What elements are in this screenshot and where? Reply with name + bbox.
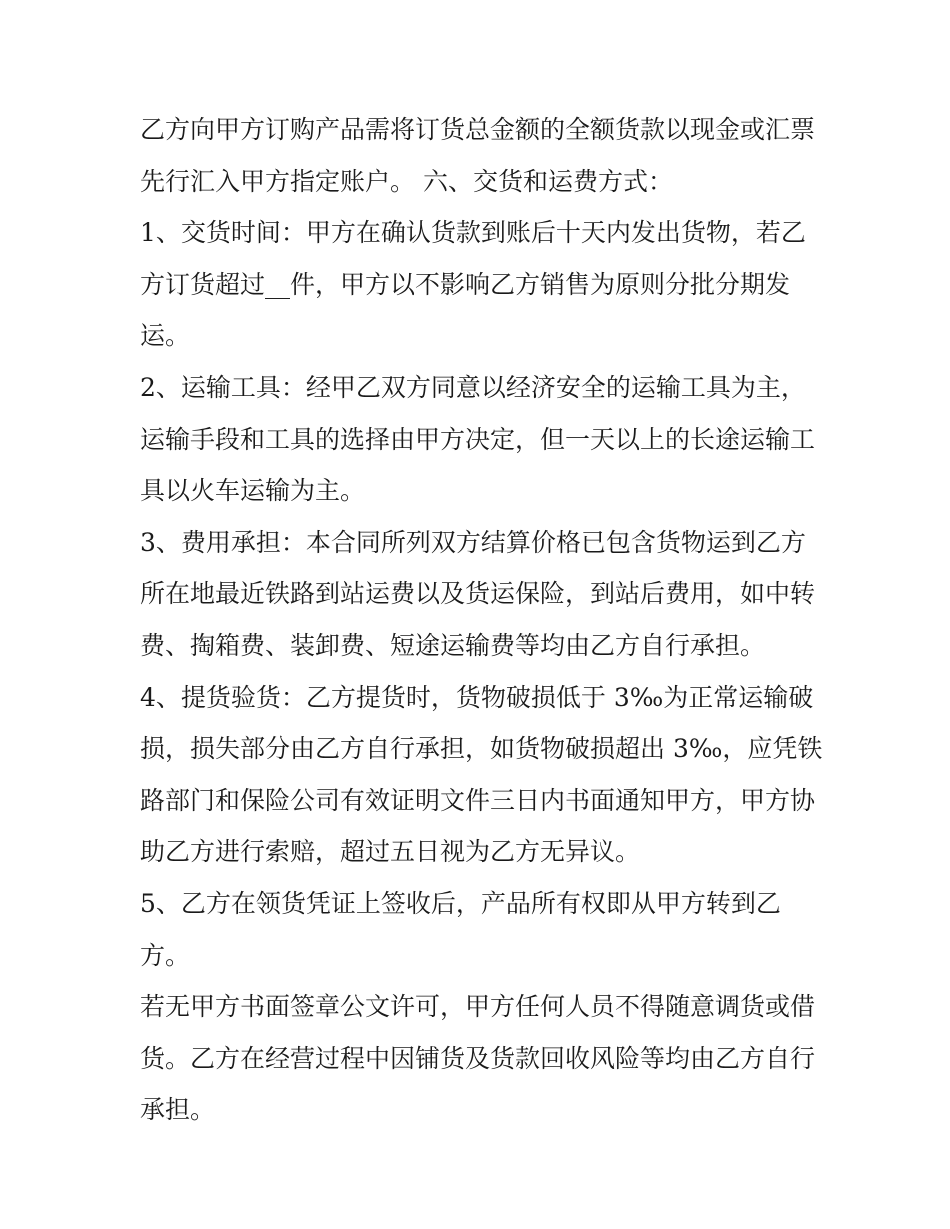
text-line: 若无甲方书面签章公文许可，甲方任何人员不得随意调货或借 — [140, 992, 816, 1022]
text-line: 货。乙方在经营过程中因铺货及货款回收风险等均由乙方自行 — [140, 1043, 816, 1073]
text-line: 损，损失部分由乙方自行承担，如货物破损超出 3‰，应凭铁 — [140, 734, 823, 764]
text-line: 1、交货时间：甲方在确认货款到账后十天内发出货物，若乙 — [140, 218, 806, 248]
text-line: 5、乙方在领货凭证上签收后，产品所有权即从甲方转到乙 — [140, 888, 781, 918]
text-line: 2、运输工具：经甲乙双方同意以经济安全的运输工具为主， — [140, 372, 806, 402]
text-line: 具以火车运输为主。 — [140, 476, 366, 506]
text-line: 运输手段和工具的选择由甲方决定，但一天以上的长途运输工 — [140, 424, 816, 454]
text-line: 乙方向甲方订购产品需将订货总金额的全额货款以现金或汇票 — [140, 115, 816, 144]
text-line: 承担。 — [140, 1095, 216, 1125]
text-line: 4、提货验货：乙方提货时，货物破损低于 3‰为正常运输破 — [140, 682, 814, 712]
text-line: 方订货超过__件，甲方以不影响乙方销售为原则分批分期发 — [140, 269, 791, 299]
document-body — [140, 104, 823, 1136]
text-line: 所在地最近铁路到站运费以及货运保险，到站后费用，如中转 — [140, 579, 816, 609]
text-line: 路部门和保险公司有效证明文件三日内书面通知甲方，甲方协 — [140, 785, 816, 815]
text-line: 费、掏箱费、装卸费、短途运输费等均由乙方自行承担。 — [140, 630, 766, 660]
text-line: 先行汇入甲方指定账户。 六、交货和运费方式： — [140, 166, 673, 196]
text-line: 3、费用承担：本合同所列双方结算价格已包含货物运到乙方 — [140, 527, 806, 557]
text-line: 方。 — [140, 940, 191, 970]
text-line: 助乙方进行索赔，超过五日视为乙方无异议。 — [140, 837, 641, 867]
text-line: 运。 — [140, 321, 191, 351]
